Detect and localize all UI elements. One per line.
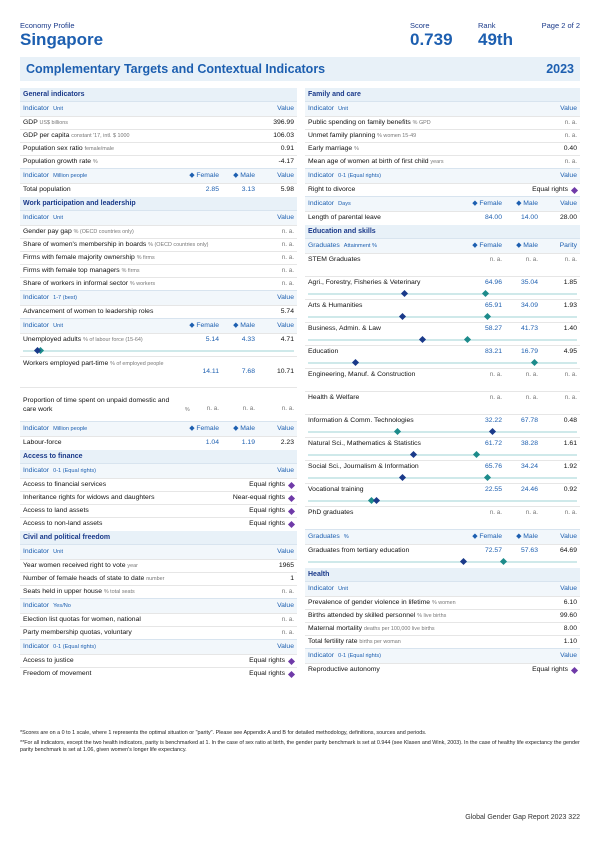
indicator-header: Indicator Unit Value bbox=[305, 101, 580, 116]
education-row: Vocational training 22.55 24.46 0.92 bbox=[305, 483, 580, 506]
indicator-header: Indicator Unit Value bbox=[305, 581, 580, 596]
female-marker bbox=[464, 336, 471, 343]
left-column bbox=[20, 88, 297, 680]
row-unpaid-care: Proportion of time spent on unpaid domestic and care work % n. a. n. a. n. a. bbox=[20, 387, 297, 421]
male-marker bbox=[460, 558, 467, 565]
male-marker bbox=[419, 336, 426, 343]
row-financial-services: Access to financial services Equal rights bbox=[20, 478, 297, 491]
graduates-header: Graduates Attainment % ◆ Female ◆ Male Parity bbox=[305, 238, 580, 253]
row-land-assets: Access to land assets Equal rights bbox=[20, 504, 297, 517]
range-track bbox=[308, 339, 577, 341]
row-non-land-assets: Access to non-land assets Equal rights bbox=[20, 517, 297, 530]
indicator-header-fm: Indicator Days ◆ Female ◆ Male Value bbox=[305, 196, 580, 211]
page-footer: Global Gender Gap Report 2023 322 bbox=[465, 814, 580, 821]
range-track bbox=[308, 293, 577, 295]
female-marker bbox=[473, 451, 480, 458]
rank-value: 49th bbox=[478, 30, 513, 49]
male-marker bbox=[399, 474, 406, 481]
row-advancement: Advancement of women to leadership roles 5.74 bbox=[20, 305, 297, 318]
female-marker bbox=[482, 290, 489, 297]
female-marker bbox=[484, 313, 491, 320]
indicator-header: Indicator Unit Value bbox=[20, 544, 297, 559]
row-maternal-mortality: Maternal mortality deaths per 100,000 live births 8.00 bbox=[305, 622, 580, 635]
row-total-population: Total population 2.85 3.13 5.98 bbox=[20, 183, 297, 196]
indicator-header-fm: Indicator Million people ◆ Female ◆ Male Value bbox=[20, 421, 297, 436]
range-track bbox=[23, 350, 294, 352]
section-general-indicators: General indicators bbox=[20, 88, 297, 101]
row-female-managers: Firms with female top managers % firms n. a. bbox=[20, 264, 297, 277]
male-marker bbox=[401, 290, 408, 297]
score-label: Score bbox=[410, 21, 430, 30]
range-track bbox=[308, 561, 577, 563]
indicator-header-fm: Indicator Million people ◆ Female ◆ Male Value bbox=[20, 168, 297, 183]
indicator-header: Indicator 0-1 (Equal rights) Value bbox=[305, 168, 580, 183]
section-civil: Civil and political freedom bbox=[20, 531, 297, 544]
indicator-header: Indicator 0-1 (Equal rights) Value bbox=[20, 639, 297, 654]
rights-diamond-icon bbox=[288, 508, 295, 515]
education-row: Engineering, Manuf. & Construction n. a. n. a. n. a. bbox=[305, 368, 580, 391]
row-pay-gap: Gender pay gap % (OECD countries only) n. a. bbox=[20, 225, 297, 238]
indicator-header: Indicator 1-7 (best) Value bbox=[20, 290, 297, 305]
row-part-time: Workers employed part-time % of employed people 14.11 7.68 10.71 bbox=[20, 356, 297, 387]
row-fertility: Total fertility rate births per woman 1.10 bbox=[305, 635, 580, 648]
education-row: Agri., Forestry, Fisheries & Veterinary 64.96 35.04 1.85 bbox=[305, 276, 580, 299]
score-value: 0.739 bbox=[410, 30, 453, 49]
female-marker bbox=[500, 558, 507, 565]
male-marker bbox=[410, 451, 417, 458]
rights-diamond-icon bbox=[288, 495, 295, 502]
row-boards: Share of women's membership in boards % (OECD countries only) n. a. bbox=[20, 238, 297, 251]
economy-profile-label: Economy Profile bbox=[20, 21, 75, 30]
female-marker bbox=[394, 428, 401, 435]
indicator-header: Indicator Unit Value bbox=[20, 210, 297, 225]
row-vote-year: Year women received right to vote year 1965 bbox=[20, 559, 297, 572]
male-marker bbox=[399, 313, 406, 320]
section-health: Health bbox=[305, 568, 580, 581]
row-early-marriage: Early marriage % 0.40 bbox=[305, 142, 580, 155]
education-row: STEM Graduates n. a. n. a. n. a. bbox=[305, 253, 580, 276]
graduates-header: Graduates % ◆ Female ◆ Male Value bbox=[305, 529, 580, 544]
section-finance: Access to finance bbox=[20, 450, 297, 463]
row-election-quotas: Election list quotas for women, national n. a. bbox=[20, 613, 297, 626]
row-upper-house: Seats held in upper house % total seats n. a. bbox=[20, 585, 297, 598]
row-justice: Access to justice Equal rights bbox=[20, 654, 297, 667]
row-unemployed: Unemployed adults % of labour force (15-64) 5.14 4.33 4.71 bbox=[20, 333, 297, 356]
section-work: Work participation and leadership bbox=[20, 197, 297, 210]
rights-diamond-icon bbox=[571, 667, 578, 674]
row-unmet-planning: Unmet family planning % women 15-49 n. a. bbox=[305, 129, 580, 142]
rights-diamond-icon bbox=[288, 482, 295, 489]
row-heads-of-state: Number of female heads of state to date number 1 bbox=[20, 572, 297, 585]
row-party-quotas: Party membership quotas, voluntary n. a. bbox=[20, 626, 297, 639]
education-row: Business, Admin. & Law 58.27 41.73 1.40 bbox=[305, 322, 580, 345]
row-sex-ratio: Population sex ratio female/male 0.91 bbox=[20, 142, 297, 155]
indicator-header: Indicator Yes/No Value bbox=[20, 598, 297, 613]
education-row: Health & Welfare n. a. n. a. n. a. bbox=[305, 391, 580, 414]
education-row: PhD graduates n. a. n. a. n. a. bbox=[305, 506, 580, 529]
female-marker bbox=[531, 359, 538, 366]
rights-diamond-icon bbox=[288, 658, 295, 665]
row-divorce: Right to divorce Equal rights bbox=[305, 183, 580, 196]
rights-diamond-icon bbox=[288, 671, 295, 678]
education-row: Social Sci., Journalism & Information 65.76 34.24 1.92 bbox=[305, 460, 580, 483]
rank-label: Rank bbox=[478, 21, 496, 30]
education-rows bbox=[305, 253, 580, 529]
row-gdp-per-capita: GDP per capita constant '17, intl. $ 1000 106.03 bbox=[20, 129, 297, 142]
country-name: Singapore bbox=[20, 30, 104, 49]
page-indicator: Page 2 of 2 bbox=[541, 21, 580, 30]
right-column bbox=[305, 88, 580, 676]
section-education: Education and skills bbox=[305, 225, 580, 238]
row-gender-violence: Prevalence of gender violence in lifetime % women 6.10 bbox=[305, 596, 580, 609]
page-year: 2023 bbox=[546, 62, 574, 76]
education-row: Education 83.21 16.79 4.95 bbox=[305, 345, 580, 368]
education-row: Natural Sci., Mathematics & Statistics 61.72 38.28 1.61 bbox=[305, 437, 580, 460]
row-female-ownership: Firms with female majority ownership % firms n. a. bbox=[20, 251, 297, 264]
range-track bbox=[308, 477, 577, 479]
education-row: Arts & Humanities 65.91 34.09 1.93 bbox=[305, 299, 580, 322]
row-mean-age: Mean age of women at birth of first child years n. a. bbox=[305, 155, 580, 168]
female-marker bbox=[484, 474, 491, 481]
row-movement: Freedom of movement Equal rights bbox=[20, 667, 297, 680]
range-track bbox=[308, 500, 577, 502]
range-track bbox=[308, 431, 577, 433]
row-tertiary: Graduates from tertiary education 72.57 57.63 64.69 bbox=[305, 544, 580, 567]
row-labour-force: Labour-force 1.04 1.19 2.23 bbox=[20, 436, 297, 449]
row-reproductive-autonomy: Reproductive autonomy Equal rights bbox=[305, 663, 580, 676]
rights-diamond-icon bbox=[571, 187, 578, 194]
male-marker bbox=[352, 359, 359, 366]
range-track bbox=[308, 454, 577, 456]
row-inheritance: Inheritance rights for widows and daughters Near-equal rights bbox=[20, 491, 297, 504]
footnote-1: *Scores are on a 0 to 1 scale, where 1 represents the optimal situation or "parity". Please see Appendix A and B for detailed methodology, definitions, sources and periods. bbox=[20, 730, 427, 736]
footnote-2: **For all indicators, except the two health indicators, parity is benchmarked at 1. In the case of sex ratio at birth, the gender parity benchmark is set at 0.944 (see Klasen and Wink, 2003). In the case of healthy life expectancy the gender parity benchmark is set at 1.06, given women's longer life expectancy. bbox=[20, 740, 580, 753]
indicator-header: Indicator 0-1 (Equal rights) Value bbox=[305, 648, 580, 663]
range-track bbox=[308, 316, 577, 318]
row-pop-growth: Population growth rate % -4.17 bbox=[20, 155, 297, 168]
male-marker bbox=[373, 497, 380, 504]
page-title: Complementary Targets and Contextual Indicators bbox=[26, 62, 326, 76]
row-family-benefits: Public spending on family benefits % GPD n. a. bbox=[305, 116, 580, 129]
indicator-header: Indicator 0-1 (Equal rights) Value bbox=[20, 463, 297, 478]
indicator-header: Indicator Unit Value bbox=[20, 101, 297, 116]
row-parental-leave: Length of parental leave 84.00 14.00 28.00 bbox=[305, 211, 580, 224]
row-gdp: GDP US$ billions 396.99 bbox=[20, 116, 297, 129]
row-skilled-births: Births attended by skilled personnel % live births 99.60 bbox=[305, 609, 580, 622]
male-marker bbox=[489, 428, 496, 435]
title-bar bbox=[20, 57, 580, 81]
rights-diamond-icon bbox=[288, 521, 295, 528]
row-informal: Share of workers in informal sector % workers n. a. bbox=[20, 277, 297, 290]
indicator-header-fm: Indicator Unit ◆ Female ◆ Male Value bbox=[20, 318, 297, 333]
section-family: Family and care bbox=[305, 88, 580, 101]
education-row: Information & Comm. Technologies 32.22 67.78 0.48 bbox=[305, 414, 580, 437]
